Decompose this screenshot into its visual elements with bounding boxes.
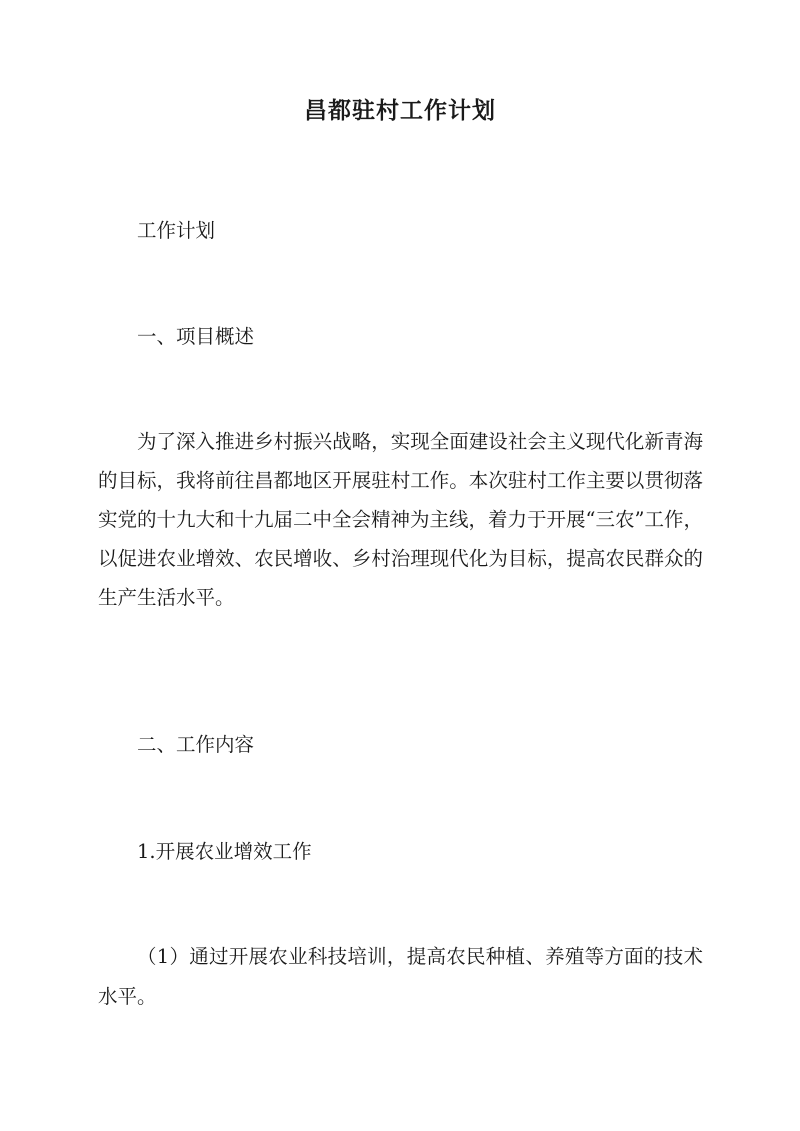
section-heading-overview: 一、项目概述 [137, 325, 255, 348]
section-heading-work-content: 二、工作内容 [137, 733, 255, 756]
item-heading-agriculture: 1.开展农业增效工作 [137, 840, 312, 863]
overview-paragraph: 为了深入推进乡村振兴战略，实现全面建设社会主义现代化新青海的目标，我将前往昌都地区开展驻村工作。本次驻村工作主要以贯彻落实党的十九大和十九届二中全会精神为主线，着力于开展“三农”工作，以促进农业增效、农民增收、乡村治理现代化为目标，提高农民群众的生产生活水平。 [98, 430, 703, 609]
document-title: 昌都驻村工作计划 [304, 97, 496, 124]
sub-item-paragraph: （1）通过开展农业科技培训，提高农民种植、养殖等方面的技术水平。 [98, 945, 703, 1008]
document-subtitle: 工作计划 [137, 219, 216, 242]
